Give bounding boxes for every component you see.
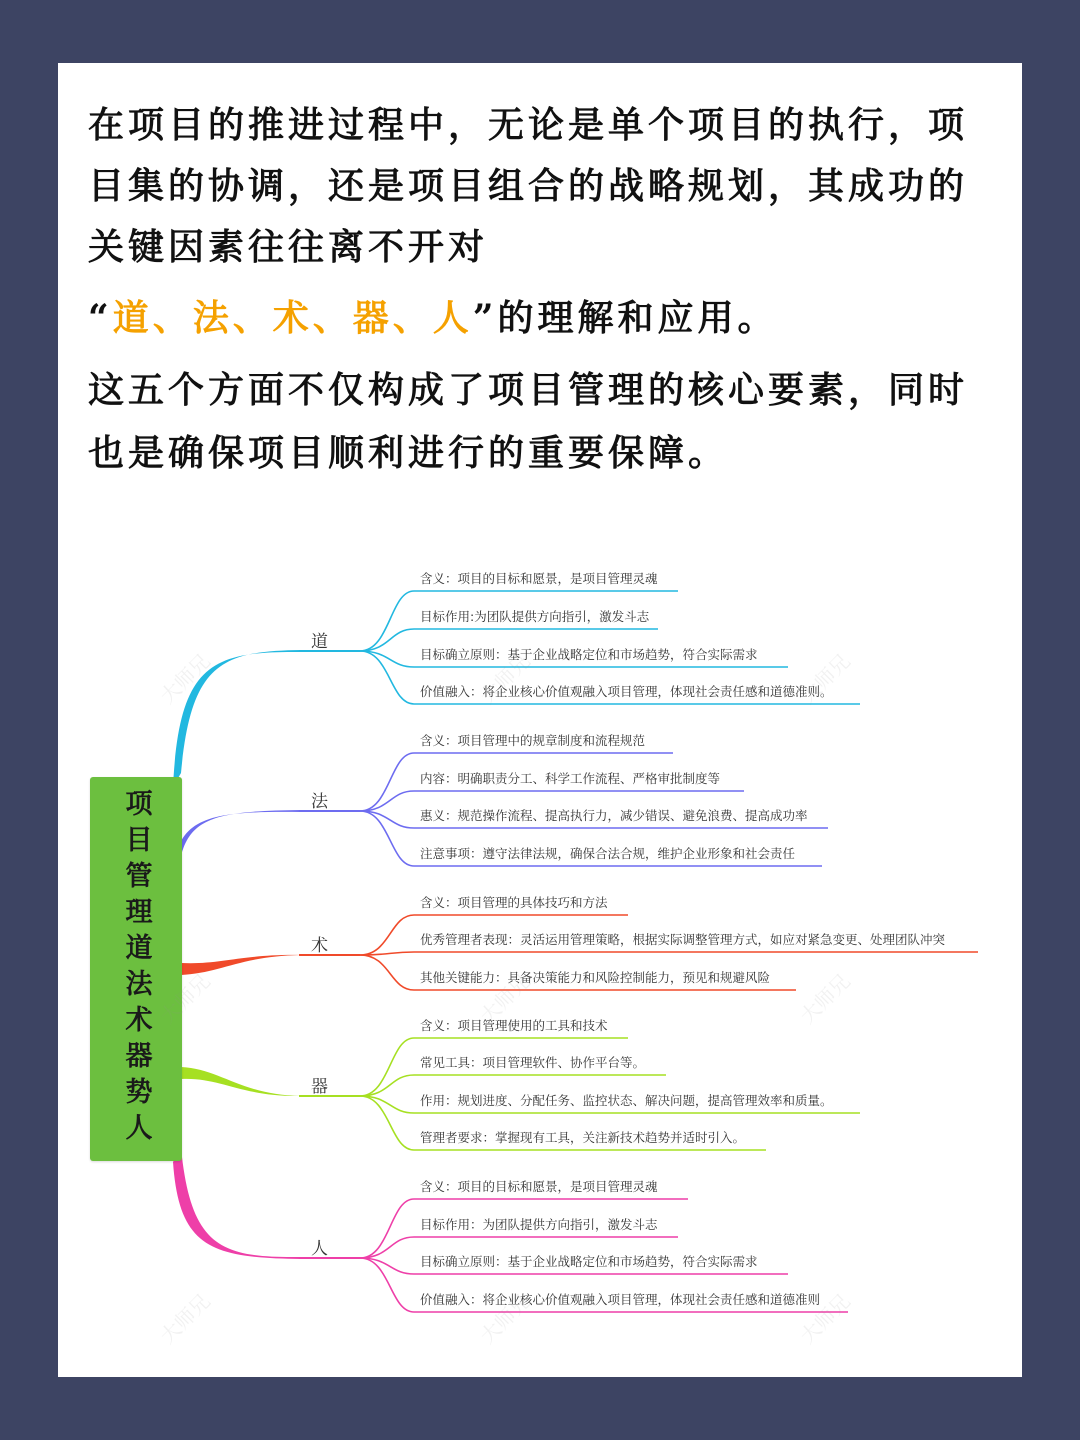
root-node-label: 项目管理道法术器势人 xyxy=(120,789,152,1149)
branch-label: 道 xyxy=(311,632,328,652)
watermark: 大师兄 xyxy=(795,648,855,709)
branch-connector xyxy=(173,1148,301,1259)
leaf-node: 含义：项目的目标和愿景，是项目管理灵魂 xyxy=(420,1179,658,1194)
leaf-node: 价值融入：将企业核心价值观融入项目管理，体现社会责任感和道德准则。 xyxy=(420,684,833,699)
watermark: 大师兄 xyxy=(155,1288,215,1349)
leaf-node: 含义：项目管理中的规章制度和流程规范 xyxy=(420,733,646,748)
root-node xyxy=(90,777,182,1161)
branch-label: 人 xyxy=(311,1239,328,1259)
leaf-node: 其他关键能力：具备决策能力和风险控制能力，预见和规避风险 xyxy=(420,970,771,985)
leaf-node: 惠义：规范操作流程、提高执行力，减少错误、避免浪费、提高成功率 xyxy=(420,808,808,823)
leaf-node: 价值融入：将企业核心价值观融入项目管理，体现社会责任感和道德准则 xyxy=(420,1292,821,1307)
content-card xyxy=(58,63,1022,1377)
leaf-node: 优秀管理者表现：灵活运用管理策略，根据实际调整管理方式，如应对紧急变更、处理团队冲突 xyxy=(420,932,946,947)
watermark: 大师兄 xyxy=(155,648,215,709)
branch-connector xyxy=(181,1067,301,1096)
leaf-node: 作用：规划进度、分配任务、监控状态、解决问题，提高管理效率和质量。 xyxy=(420,1093,833,1108)
leaf-node: 含义：项目管理使用的工具和技术 xyxy=(420,1018,608,1033)
leaf-connector xyxy=(360,952,978,955)
intro-paragraph-1: 在项目的推进过程中，无论是单个项目的执行，项目集的协调，还是项目组合的战略规划，其成功的关键因素往往离不开对 xyxy=(88,104,969,268)
branch-label: 术 xyxy=(311,936,328,956)
leaf-node: 目标确立原则：基于企业战略定位和市场趋势，符合实际需求 xyxy=(420,1254,758,1269)
branch-label: 法 xyxy=(311,792,328,812)
highlight-keywords: 道、法、术、器、人 xyxy=(112,297,473,339)
leaf-node: 内容：明确职责分工、科学工作流程、严格审批制度等 xyxy=(420,771,721,786)
leaf-node: 管理者要求：掌握现有工具，关注新技术趋势并适时引入。 xyxy=(420,1130,746,1145)
leaf-node: 目标确立原则：基于企业战略定位和市场趋势，符合实际需求 xyxy=(420,647,758,662)
leaf-node: 含义：项目的目标和愿景，是项目管理灵魂 xyxy=(420,571,658,586)
watermark: 大师兄 xyxy=(475,648,535,709)
branch-connector xyxy=(173,810,301,870)
intro-paragraph-3: 这五个方面不仅构成了项目管理的核心要素，同时也是确保项目顺利进行的重要保障。 xyxy=(88,369,969,474)
leaf-node: 目标作用：为团队提供方向指引，激发斗志 xyxy=(420,1217,658,1232)
intro-paragraph-2-rest: ”的理解和应用。 xyxy=(472,297,778,339)
watermark: 大师兄 xyxy=(475,1288,535,1349)
leaf-node: 注意事项：遵守法律法规，确保合法合规，维护企业形象和社会责任 xyxy=(420,846,796,861)
leaf-node: 含义：项目管理的具体技巧和方法 xyxy=(420,895,608,910)
branch-label: 器 xyxy=(311,1077,328,1097)
watermark: 大师兄 xyxy=(795,968,855,1029)
leaf-node: 常见工具：项目管理软件、协作平台等。 xyxy=(420,1055,646,1070)
watermark: 大师兄 xyxy=(795,1288,855,1349)
quote-open: “ xyxy=(88,297,113,339)
watermark: 大师兄 xyxy=(475,968,535,1029)
leaf-node: 目标作用:为团队提供方向指引，激发斗志 xyxy=(420,609,650,624)
watermark: 大师兄 xyxy=(155,968,215,1029)
